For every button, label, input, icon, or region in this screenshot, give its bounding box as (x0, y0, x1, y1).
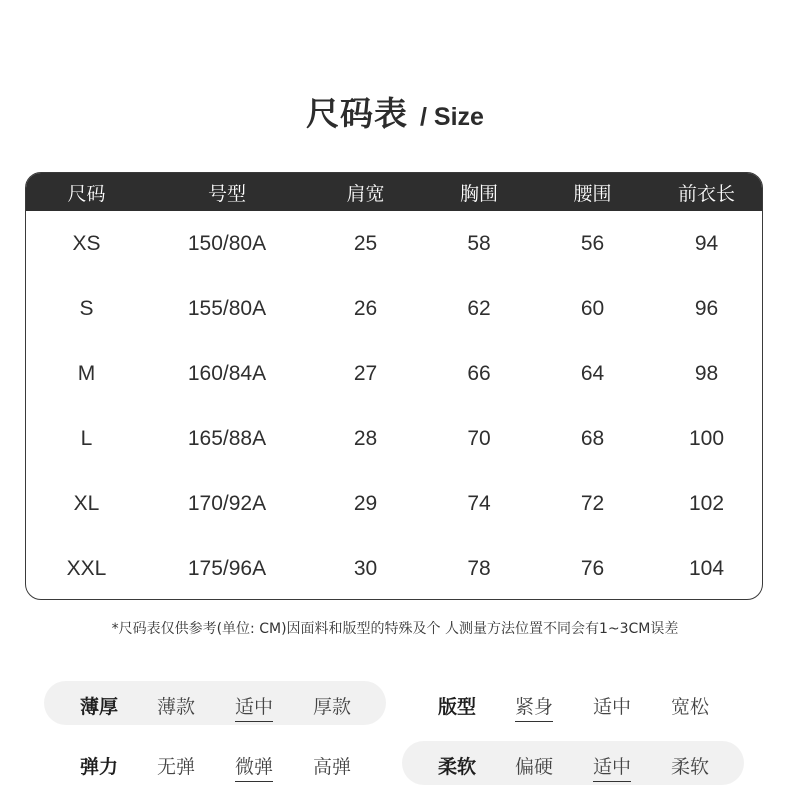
header-chest: 胸围 (459, 182, 498, 205)
table-cell: 78 (467, 556, 491, 580)
table-cell: 58 (467, 231, 491, 255)
table-cell: L (80, 426, 93, 450)
table-cell: 62 (467, 296, 491, 320)
table-cell: XL (73, 491, 100, 515)
table-cell: 150/80A (187, 231, 267, 255)
page-title (0, 88, 790, 135)
softness-label: 柔软 (438, 756, 477, 778)
table-cell: 98 (694, 361, 719, 385)
softness-attribute (402, 741, 744, 785)
title-en: / Size (420, 103, 484, 131)
table-cell: 56 (580, 231, 605, 255)
table-cell: 175/96A (187, 556, 267, 580)
header-length: 前衣长 (677, 182, 735, 205)
table-cell: 96 (694, 296, 719, 320)
fit-option: 适中 (593, 696, 632, 718)
table-cell: 66 (467, 361, 491, 385)
table-row (26, 276, 762, 341)
table-row (26, 536, 762, 600)
size-note: *尺码表仅供参考(单位: CM)因面料和版型的特殊及个 人测量方法位置不同会有1~3CM误差 (111, 621, 679, 637)
softness-option: 偏硬 (515, 756, 554, 778)
table-cell: 72 (580, 491, 605, 515)
table-cell: 94 (694, 231, 719, 255)
table-cell: 74 (467, 491, 491, 515)
title-zh: 尺码表 (306, 94, 409, 133)
table-cell: 27 (353, 361, 378, 385)
table-cell: 104 (688, 556, 725, 580)
thickness-option-selected: 适中 (235, 692, 273, 722)
thickness-label: 薄厚 (80, 696, 119, 718)
table-row (26, 471, 762, 536)
softness-option: 柔软 (671, 756, 710, 778)
table-cell: 68 (580, 426, 605, 450)
fit-attribute (402, 681, 744, 725)
header-waist: 腰围 (573, 182, 612, 205)
table-cell: 25 (353, 231, 378, 255)
table-cell: XXL (66, 556, 107, 580)
elasticity-label: 弹力 (80, 756, 119, 778)
fit-option-selected: 紧身 (515, 692, 553, 722)
table-cell: M (77, 361, 96, 385)
table-header (26, 173, 762, 211)
table-cell: 70 (467, 426, 491, 450)
header-shoulder: 肩宽 (346, 182, 385, 205)
table-cell: XS (72, 231, 101, 255)
elasticity-option: 无弹 (157, 756, 196, 778)
table-cell: 29 (353, 491, 378, 515)
table-cell: 76 (580, 556, 605, 580)
table-cell: 155/80A (187, 296, 267, 320)
table-cell: 30 (353, 556, 378, 580)
table-row (26, 406, 762, 471)
table-row (26, 211, 762, 276)
size-table (25, 172, 763, 600)
header-model: 号型 (207, 182, 246, 205)
table-cell: 26 (353, 296, 378, 320)
elasticity-option: 高弹 (313, 756, 352, 778)
thickness-option: 薄款 (157, 696, 196, 718)
table-row (26, 341, 762, 406)
table-cell: 28 (353, 426, 378, 450)
table-cell: 100 (688, 426, 725, 450)
elasticity-attribute (44, 741, 386, 785)
table-cell: 170/92A (187, 491, 267, 515)
table-cell: 160/84A (187, 361, 267, 385)
table-cell: 60 (580, 296, 605, 320)
softness-option-selected: 适中 (593, 752, 631, 782)
header-size: 尺码 (67, 182, 106, 205)
fit-option: 宽松 (671, 696, 710, 718)
table-cell: S (79, 296, 94, 320)
table-cell: 165/88A (187, 426, 267, 450)
elasticity-option-selected: 微弹 (235, 752, 273, 782)
table-cell: 102 (688, 491, 725, 515)
thickness-option: 厚款 (313, 696, 352, 718)
thickness-attribute (44, 681, 386, 725)
fit-label: 版型 (438, 696, 477, 718)
table-cell: 64 (580, 361, 605, 385)
